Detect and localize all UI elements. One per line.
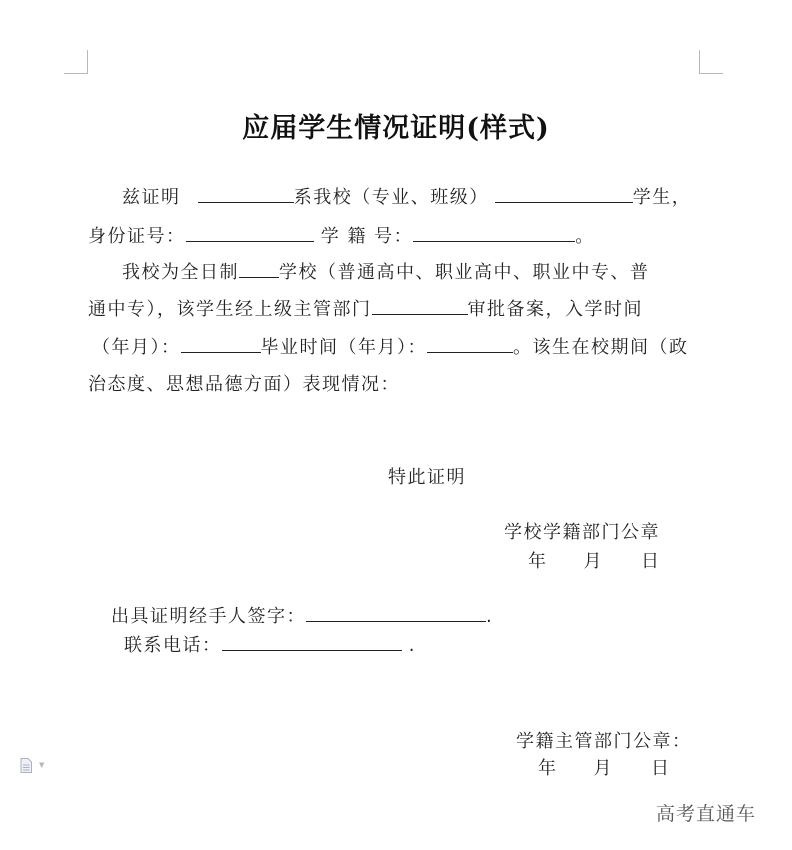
blank-signer[interactable]: [306, 605, 486, 622]
blank-student-name[interactable]: [198, 186, 294, 203]
blank-major-class[interactable]: [495, 186, 633, 203]
phone-end: .: [408, 635, 416, 656]
text-graduation-date: 毕业时间（年月）：: [260, 337, 427, 358]
document-icon[interactable]: [20, 758, 32, 773]
blank-graduation-date[interactable]: [427, 336, 513, 353]
school-seal-label: 学校学籍部门公章: [504, 522, 660, 543]
text-id-label: 身份证号：: [88, 226, 186, 247]
blank-phone[interactable]: [222, 634, 402, 651]
blank-id-number[interactable]: [186, 225, 314, 242]
date-2-day: 日: [651, 758, 671, 779]
signer-label: 出具证明经手人签字：: [111, 606, 306, 627]
phone-label: 联系电话：: [124, 635, 222, 656]
body-line-3: [122, 261, 650, 285]
signer-line: [111, 605, 493, 629]
date-2-year: 年: [538, 758, 558, 779]
blank-student-number[interactable]: [413, 225, 575, 242]
date-1-day: 日: [641, 551, 661, 572]
date-2: [538, 757, 671, 781]
certify-text: 特此证明: [388, 467, 466, 488]
text-enroll-date: （年月）：: [92, 337, 181, 358]
text-approval: 审批备案，入学时间: [467, 299, 643, 320]
body-line-2: [88, 225, 595, 249]
date-2-month: 月: [593, 758, 613, 779]
authority-seal-label: 学籍主管部门公章：: [516, 731, 692, 752]
text-department: 通中专），该学生经上级主管部门: [88, 299, 372, 320]
text-school-class: 系我校（专业、班级）: [293, 187, 489, 208]
date-1-year: 年: [528, 551, 548, 572]
text-period: 。: [575, 226, 595, 247]
body-line-6: 治态度、思想品德方面）表现情况：: [88, 374, 400, 395]
text-full-time: 我校为全日制: [122, 262, 239, 283]
crop-mark-top-right-h: [699, 73, 723, 74]
crop-mark-top-left-v: [87, 50, 88, 74]
watermark: 高考直通车: [656, 803, 757, 825]
blank-enroll-date[interactable]: [181, 336, 261, 353]
body-line-5: [92, 336, 689, 360]
text-school-types: 学校（普通高中、职业高中、职业中专、普: [279, 262, 650, 283]
body-line-1: [122, 186, 691, 210]
blank-department[interactable]: [372, 298, 468, 315]
date-1: [528, 550, 661, 574]
text-in-school: 。该生在校期间（政: [513, 337, 689, 358]
blank-school-type[interactable]: [239, 261, 279, 278]
crop-mark-top-left-h: [64, 73, 88, 74]
date-1-month: 月: [583, 551, 603, 572]
text-certify-intro: 兹证明: [122, 187, 181, 208]
crop-mark-top-right-v: [699, 50, 700, 74]
signer-end: .: [486, 606, 494, 627]
text-student: 学生，: [632, 187, 692, 208]
chevron-down-icon[interactable]: ▼: [39, 761, 45, 769]
phone-line: [124, 634, 416, 658]
text-student-number-label: 学 籍 号：: [320, 226, 414, 247]
page-title: 应届学生情况证明(样式): [242, 113, 550, 144]
body-line-4: [88, 298, 643, 322]
